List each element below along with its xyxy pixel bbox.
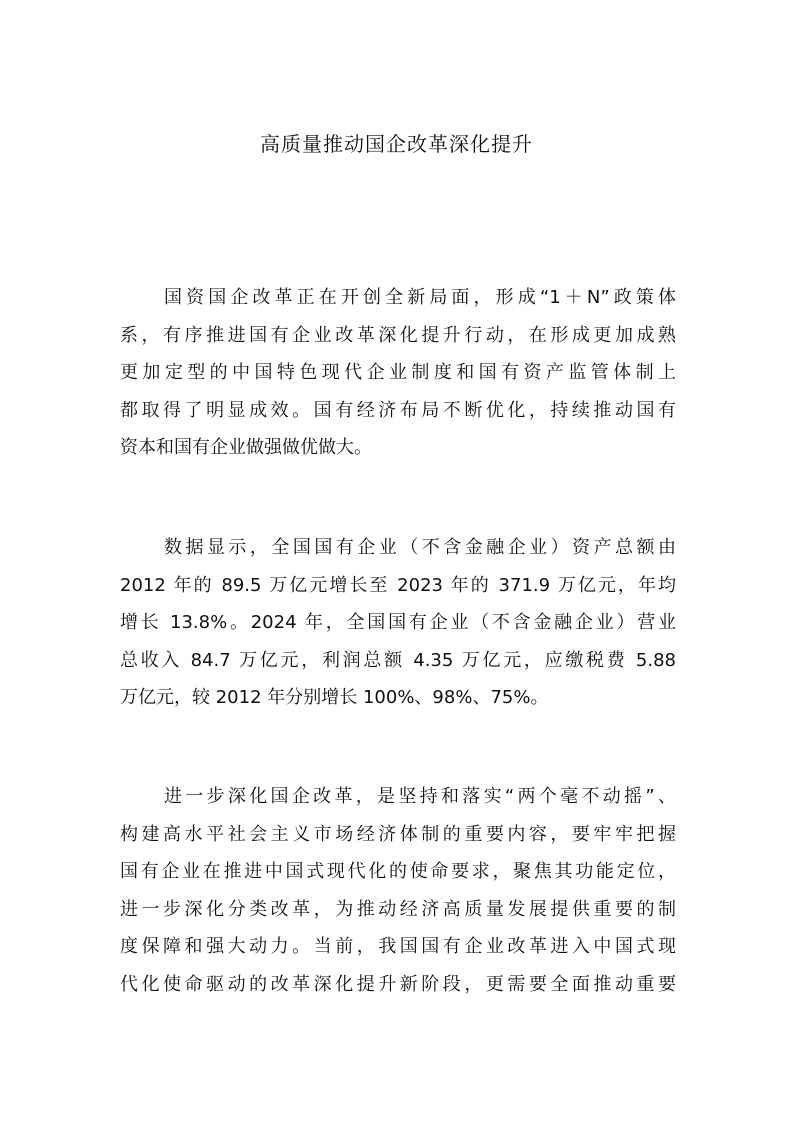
paragraph-1 [120, 279, 676, 467]
paragraph-2 [120, 529, 676, 717]
paragraph-line: 度保障和强大动力。当前，我国国有企业改革进入中国式现 [120, 936, 676, 958]
paragraph-line: 万亿元，较 2012 年分别增长 100%、98%、75%。 [120, 687, 549, 709]
paragraph-line: 构建高水平社会主义市场经济体制的重要内容，要牢牢把握 [120, 823, 676, 845]
paragraph-line: 总收入 84.7 万亿元，利润总额 4.35 万亿元，应缴税费 5.88 [120, 649, 676, 671]
paragraph-line: 进一步深化分类改革，为推动经济高质量发展提供重要的制 [120, 898, 676, 920]
paragraph-line: 系，有序推进国有企业改革深化提升行动，在形成更加成熟 [120, 324, 676, 346]
paragraph-line: 增长 13.8%。2024 年，全国国有企业（不含金融企业）营业 [120, 612, 676, 634]
document-title: 高质量推动国企改革深化提升 [260, 132, 533, 156]
paragraph-line: 2012 年的 89.5 万亿元增长至 2023 年的 371.9 万亿元，年均 [120, 574, 676, 596]
paragraph-line: 资本和国有企业做强做优做大。 [120, 437, 372, 459]
paragraph-line: 进一步深化国企改革，是坚持和落实“两个毫不动摇”、 [164, 786, 676, 807]
paragraph-line: 国资国企改革正在开创全新局面，形成“1＋N”政策体 [164, 287, 676, 308]
paragraph-3 [120, 778, 676, 1004]
paragraph-line: 代化使命驱动的改革深化提升新阶段，更需要全面推动重要 [120, 973, 676, 995]
paragraph-line: 数据显示，全国国有企业（不含金融企业）资产总额由 [164, 537, 676, 558]
paragraph-line: 国有企业在推进中国式现代化的使命要求，聚焦其功能定位， [120, 861, 676, 883]
paragraph-line: 更加定型的中国特色现代企业制度和国有资产监管体制上 [120, 362, 676, 384]
paragraph-line: 都取得了明显成效。国有经济布局不断优化，持续推动国有 [120, 399, 676, 421]
